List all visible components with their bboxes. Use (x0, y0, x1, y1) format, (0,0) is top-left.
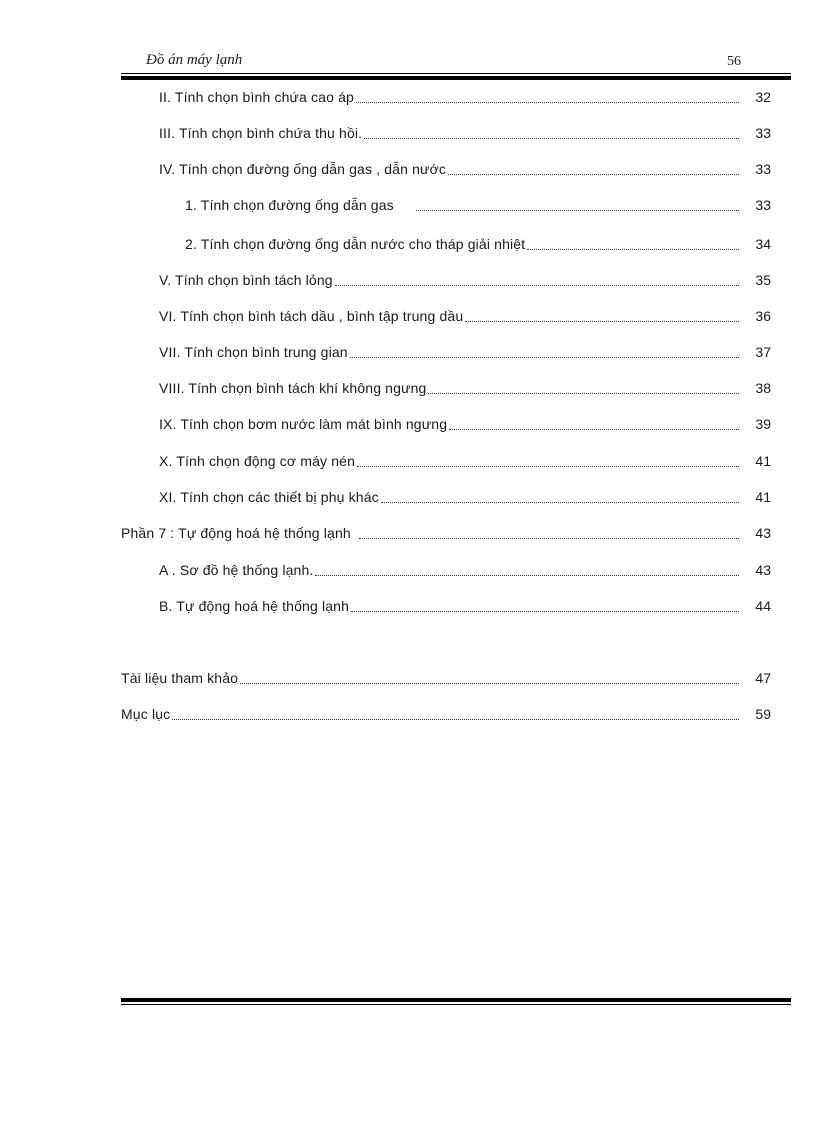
toc-entry (159, 450, 771, 470)
toc-entry-title: V. Tính chọn bình tách lỏng (159, 272, 333, 288)
toc-leader-dots (240, 671, 739, 684)
toc-entry (159, 305, 771, 325)
toc-entry-title: VII. Tính chọn bình trung gian (159, 344, 348, 360)
toc-leader-dots (351, 599, 739, 612)
toc-entry (121, 667, 771, 687)
toc-entry-title: VIII. Tính chọn bình tách khí không ngưng (159, 380, 427, 396)
toc-entry-page: 37 (755, 344, 771, 360)
toc-entry-title: Tài liệu tham khảo (121, 670, 239, 686)
toc-leader-dots (527, 237, 739, 250)
toc-leader-dots (465, 309, 739, 322)
toc-entry-page: 36 (755, 308, 771, 324)
toc-entry (159, 122, 771, 142)
toc-entry-title: X. Tính chọn động cơ máy nén (159, 453, 356, 469)
toc-leader-dots (315, 563, 739, 576)
toc-entry-page: 43 (755, 562, 771, 578)
toc-entry-title: 1. Tính chọn đường ống dẫn gas (185, 197, 394, 213)
toc-entry (159, 377, 771, 397)
toc-entry (121, 522, 771, 542)
toc-entry-page: 47 (755, 670, 771, 686)
toc-entry (185, 233, 771, 253)
toc-entry-page: 41 (755, 453, 771, 469)
toc-entry (159, 595, 771, 615)
toc-entry-page: 38 (755, 380, 771, 396)
toc-entry-page: 34 (755, 236, 771, 252)
toc-entry-title: A . Sơ đồ hệ thống lạnh. (159, 562, 314, 578)
toc-leader-dots (357, 454, 739, 467)
toc-entry-title: 2. Tính chọn đường ống dẫn nước cho tháp giải nhiệt (185, 236, 526, 252)
header-title: Đồ án máy lạnh (146, 52, 243, 68)
toc-entry-page: 44 (755, 598, 771, 614)
toc-entry (159, 413, 771, 433)
toc-entry (159, 86, 771, 106)
toc-entry-page: 39 (755, 416, 771, 432)
toc-entry-title: Mục lục (121, 706, 171, 722)
toc-leader-dots (381, 490, 739, 503)
toc-entry-title: IX. Tính chọn bơm nước làm mát bình ngưng (159, 416, 448, 432)
toc-entry-title: Phần 7 : Tự động hoá hệ thống lạnh (121, 525, 351, 541)
toc-entry-page: 33 (755, 161, 771, 177)
header-page-number: 56 (727, 54, 741, 69)
toc-entry (121, 703, 771, 723)
toc-entry-page: 32 (755, 89, 771, 105)
toc-entry-page: 33 (755, 125, 771, 141)
toc-entry-title: XI. Tính chọn các thiết bị phụ khác (159, 489, 379, 505)
toc-entry-title: III. Tính chọn bình chứa thu hồi. (159, 125, 363, 141)
toc-leader-dots (364, 126, 739, 139)
toc-entry-title: B. Tự động hoá hệ thống lạnh (159, 598, 350, 614)
footer-rule-thick (121, 998, 791, 1002)
toc-entry (159, 158, 771, 178)
toc-leader-dots (350, 345, 739, 358)
toc-leader-dots (356, 90, 739, 103)
toc-entry (159, 559, 771, 579)
footer-rule-thin (121, 1004, 791, 1005)
toc-entry-page: 59 (755, 706, 771, 722)
toc-entry-title: VI. Tính chọn bình tách dầu , bình tập trung dầu (159, 308, 464, 324)
toc-entry-page: 41 (755, 489, 771, 505)
toc-entry (159, 486, 771, 506)
toc-leader-dots (416, 198, 739, 211)
toc-leader-dots (428, 381, 739, 394)
toc-leader-dots (359, 526, 739, 539)
toc-entry-title: IV. Tính chọn đường ống dẫn gas , dẫn nước (159, 161, 447, 177)
toc-entry-title: II. Tính chọn bình chứa cao áp (159, 89, 354, 105)
toc-entry (159, 269, 771, 289)
toc-leader-dots (449, 417, 739, 430)
toc-leader-dots (335, 273, 739, 286)
toc-entry-page: 43 (755, 525, 771, 541)
toc-entry-page: 33 (755, 197, 771, 213)
toc-leader-dots (448, 162, 739, 175)
toc-entry (159, 341, 771, 361)
toc-entry-page: 35 (755, 272, 771, 288)
toc-entry (185, 194, 771, 214)
toc-leader-dots (172, 707, 739, 720)
